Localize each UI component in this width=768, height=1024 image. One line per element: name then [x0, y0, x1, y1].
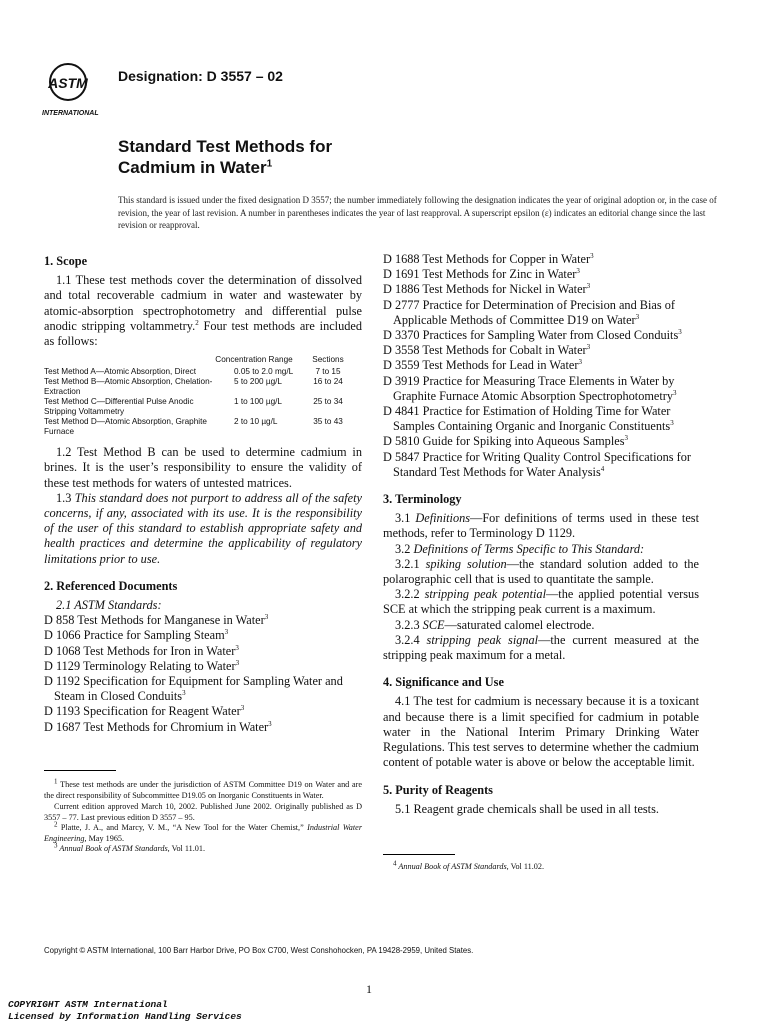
sections-cell: 7 to 15 — [315, 367, 341, 377]
title-line-2: Cadmium in Water — [118, 158, 267, 177]
reference-text: D 3559 Test Methods for Lead in Water — [383, 358, 579, 373]
sections-header: Sections — [312, 355, 344, 365]
term-p6-text: —the current measured at the stripping peak maximum for a metal. — [383, 632, 699, 663]
reference-text: D 3370 Practices for Sampling Water from Closed Conduits — [383, 328, 679, 343]
table-row — [44, 367, 362, 377]
term-p2 — [383, 542, 699, 557]
footnote-ref: 3 — [624, 434, 628, 443]
footnote-1 — [44, 777, 362, 801]
reference-item — [383, 434, 699, 449]
method-cell: Test Method C—Differential Pulse Anodic Stripping Voltammetry — [44, 397, 194, 417]
term-p4 — [383, 587, 699, 617]
term-p3-term: spiking solution — [425, 556, 507, 571]
scope-p1-tail: Four test methods are included as follows: — [44, 318, 362, 349]
copyright-line: Copyright © ASTM International, 100 Barr Harbor Drive, PO Box C700, West Conshohocken, PA 19428-2959, United States. — [44, 946, 474, 955]
reference-text: D 858 Test Methods for Manganese in Water — [44, 613, 265, 628]
scope-p3-num: 1.3 — [56, 490, 75, 505]
fn4-book: Annual Book of ASTM Standards — [396, 862, 507, 871]
right-column — [383, 252, 699, 817]
term-p1-term: Definitions — [415, 511, 471, 526]
reference-text: D 3919 Practice for Measuring Trace Elements in Water by Graphite Furnace Atomic Absorption Spectrophotometry — [383, 373, 675, 403]
term-p2-num: 3.2 — [395, 541, 414, 556]
terminology-heading: 3. Terminology — [383, 492, 462, 507]
footnote-ref: 3 — [576, 267, 580, 276]
astm-standards-text: 2.1 ASTM Standards: — [56, 598, 162, 613]
fn3-book: Annual Book of ASTM Standards — [57, 844, 168, 853]
reference-text: D 5847 Practice for Writing Quality Control Specifications for Standard Test Methods for Water Analysis — [383, 449, 691, 479]
purity-p1: 5.1 Reagent grade chemicals shall be used in all tests. — [395, 801, 659, 816]
standard-notice: This standard is issued under the fixed designation D 3557; the number immediately following the designation indicates the year of original adoption or, in the case of revision, the year of last revision. A number in parentheses indicates the year of last reapproval. A superscript epsilon (ε) indicates an editorial change since the last revision or reapproval. — [118, 195, 717, 230]
footnote-rule — [44, 770, 116, 771]
watermark-line-2: Licensed by Information Handling Services — [8, 1011, 242, 1022]
left-column — [44, 254, 362, 735]
fn4-num: 4 — [393, 859, 397, 868]
sections-cell: 16 to 24 — [313, 377, 343, 387]
footnote-ref: 2 — [195, 318, 199, 327]
term-p6 — [383, 633, 699, 663]
significance-p1: 4.1 The test for cadmium is necessary because it is a toxicant and because there is a limit specified for cadmium in potable water in the National Interim Primary Drinking Water Regulations. This test serves to determine whether the cadmium content of potable water is above or below the acceptable limit. — [383, 694, 699, 770]
footnote-ref: 3 — [635, 312, 640, 321]
footnote-ref: 3 — [268, 719, 272, 728]
table-row — [44, 417, 362, 437]
reference-text: D 1886 Test Methods for Nickel in Water — [383, 282, 587, 297]
term-p6-term: stripping peak signal — [426, 632, 539, 647]
table-row — [44, 377, 362, 397]
term-p3-text: —the standard solution added to the polarographic cell that is used to quantitate the sample. — [383, 556, 699, 587]
footnote-4 — [383, 859, 699, 873]
license-watermark — [8, 999, 242, 1023]
footnote-ref: 3 — [578, 358, 582, 367]
fn2-num: 2 — [54, 820, 58, 829]
reference-item — [383, 328, 699, 343]
term-p2-term: Definitions of Terms Specific to This Standard: — [413, 541, 645, 556]
sections-cell: 35 to 43 — [313, 417, 343, 427]
fn2-journal: Industrial Water Engineering — [44, 823, 362, 843]
term-p4-term: stripping peak potential — [424, 587, 546, 602]
sections-cell: 25 to 34 — [313, 397, 343, 407]
footnote-ref: 3 — [586, 343, 591, 352]
reference-text: D 4841 Practice for Estimation of Holding Time for Water Samples Containing Organic and Inorganic Constituents — [383, 404, 671, 434]
method-cell: Test Method D—Atomic Absorption, Graphite Furnace — [44, 417, 207, 437]
reference-item — [44, 704, 362, 719]
title-line-1: Standard Test Methods for — [118, 137, 333, 156]
footnote-ref: 3 — [673, 388, 677, 397]
reference-text: D 1192 Specification for Equipment for Sampling Water and Steam in Closed Conduits — [44, 674, 343, 704]
reference-list-col2 — [383, 252, 699, 480]
footnote-ref: 3 — [678, 327, 682, 336]
reference-text: D 1687 Test Methods for Chromium in Water — [44, 719, 269, 734]
astm-standards-label — [44, 598, 362, 613]
footnote-ref: 3 — [240, 704, 245, 713]
referenced-heading: 2. Referenced Documents — [44, 578, 178, 593]
reference-item — [44, 613, 362, 628]
reference-item — [383, 267, 699, 282]
range-cell: 0.05 to 2.0 mg/L — [234, 367, 294, 377]
reference-item — [383, 374, 699, 404]
term-p3 — [383, 557, 699, 587]
reference-item — [44, 659, 362, 674]
reference-item — [44, 644, 362, 659]
footnote-ref: 3 — [670, 419, 674, 428]
term-p3-num: 3.2.1 — [395, 556, 426, 571]
fn2-tail: , May 1965. — [84, 833, 125, 843]
scope-heading: 1. Scope — [44, 254, 88, 268]
range-cell: 1 to 100 µg/L — [234, 397, 282, 407]
reference-text: D 1066 Practice for Sampling Steam — [44, 628, 225, 643]
reference-list-col1 — [44, 613, 362, 735]
term-p5-num: 3.2.3 — [395, 617, 423, 632]
term-p1-num: 3.1 — [395, 511, 416, 526]
page-title — [118, 136, 332, 178]
fn2-text: Platte, J. A., and Marcy, V. M., “A New Tool for the Water Chemist,” — [57, 823, 308, 832]
fn1-num: 1 — [54, 777, 58, 786]
footnote-1b: Current edition approved March 10, 2002. Published June 2002. Originally published as D 3557 – 77. Last previous edition D 3557 – 95. — [44, 802, 362, 822]
reference-item — [383, 252, 699, 267]
term-p5-text: —saturated calomel electrode. — [444, 617, 595, 632]
reference-text: D 2777 Practice for Determination of Precision and Bias of Applicable Methods of Committee D19 on Water — [383, 297, 675, 327]
reference-text: D 1691 Test Methods for Zinc in Water — [383, 267, 577, 282]
page-number: 1 — [366, 982, 372, 996]
range-header: Concentration Range — [215, 355, 293, 365]
scope-p1 — [44, 273, 362, 349]
reference-text: D 3558 Test Methods for Cobalt in Water — [383, 343, 587, 358]
fn3-num: 3 — [54, 841, 58, 850]
reference-text: D 1688 Test Methods for Copper in Water — [383, 252, 591, 266]
significance-heading: 4. Significance and Use — [383, 675, 504, 690]
watermark-line-1: COPYRIGHT ASTM International — [8, 999, 168, 1010]
term-p5-term: SCE — [422, 617, 445, 632]
scope-p1-text: 1.1 These test methods cover the determination of dissolved and total recoverable cadmium in water and wastewater by atomic-absorption spectrophotometry and differential pulse anodic stripping voltammetry. — [44, 273, 362, 333]
term-p4-text: —the applied potential versus SCE at which the stripping peak current is a maximum. — [383, 587, 699, 617]
footnote-ref: 3 — [224, 628, 229, 637]
footnote-ref: 3 — [590, 251, 594, 260]
reference-item — [383, 343, 699, 358]
fn4-tail: , Vol 11.02. — [506, 862, 545, 871]
reference-item — [44, 628, 362, 643]
logo-text: INTERNATIONAL — [42, 110, 99, 117]
astm-logo-icon — [42, 60, 112, 118]
footnote-ref: 3 — [264, 613, 269, 622]
footnote-ref: 3 — [235, 643, 239, 652]
reference-item — [383, 298, 699, 328]
reference-item — [383, 450, 699, 480]
methods-table — [44, 355, 362, 437]
purity-heading: 5. Purity of Reagents — [383, 782, 493, 797]
table-row — [44, 397, 362, 417]
footnote-ref: 3 — [235, 658, 240, 667]
footnote-ref: 3 — [182, 689, 186, 698]
scope-p2: 1.2 Test Method B can be used to determine cadmium in brines. It is the user’s responsibility to ensure the validity of these test methods for waters of untested matrices. — [44, 445, 362, 490]
footnote-3 — [44, 841, 362, 855]
reference-item — [383, 358, 699, 373]
method-cell: Test Method B—Atomic Absorption, Chelation-Extraction — [44, 377, 213, 397]
reference-text: D 5810 Guide for Spiking into Aqueous Samples — [383, 434, 625, 449]
footnote-rule — [383, 854, 455, 855]
reference-item — [44, 720, 362, 735]
reference-item — [383, 404, 699, 434]
scope-p3-text: This standard does not purport to address all of the safety concerns, if any, associated with its use. It is the responsibility of the user of this standard to establish appropriate safety and health practices and determine the applicability of regulatory limitations prior to use. — [44, 490, 362, 566]
reference-item — [44, 674, 362, 704]
term-p1 — [383, 511, 699, 541]
title-footnote-ref: 1 — [266, 158, 273, 170]
reference-text: D 1129 Terminology Relating to Water — [44, 658, 236, 673]
reference-text: D 1193 Specification for Reagent Water — [44, 704, 241, 719]
term-p6-num: 3.2.4 — [395, 632, 427, 647]
footnotes-left — [44, 777, 362, 855]
designation: Designation: D 3557 – 02 — [118, 68, 283, 84]
term-p1-text: —For definitions of terms used in these test methods, refer to Terminology D 1129. — [383, 511, 699, 541]
term-p4-num: 3.2.2 — [395, 587, 425, 602]
footnote-ref: 4 — [600, 464, 605, 473]
astm-logo — [42, 60, 112, 118]
fn3-tail: , Vol 11.01. — [167, 844, 206, 853]
footnote-ref: 3 — [586, 282, 591, 291]
reference-item — [383, 282, 699, 297]
term-p5 — [383, 618, 699, 633]
method-cell: Test Method A—Atomic Absorption, Direct — [44, 367, 196, 377]
footnote-2 — [44, 820, 362, 844]
range-cell: 5 to 200 µg/L — [234, 377, 282, 387]
logo-letters: ASTM — [48, 75, 88, 91]
scope-p3 — [44, 491, 362, 567]
reference-text: D 1068 Test Methods for Iron in Water — [44, 643, 236, 658]
fn1-text: These test methods are under the jurisdiction of ASTM Committee D19 on Water and are the direct responsibility of Subcommittee D19.05 on Inorganic Constituents in Water. — [44, 780, 362, 800]
footnotes-right — [383, 859, 699, 873]
range-cell: 2 to 10 µg/L — [234, 417, 278, 427]
